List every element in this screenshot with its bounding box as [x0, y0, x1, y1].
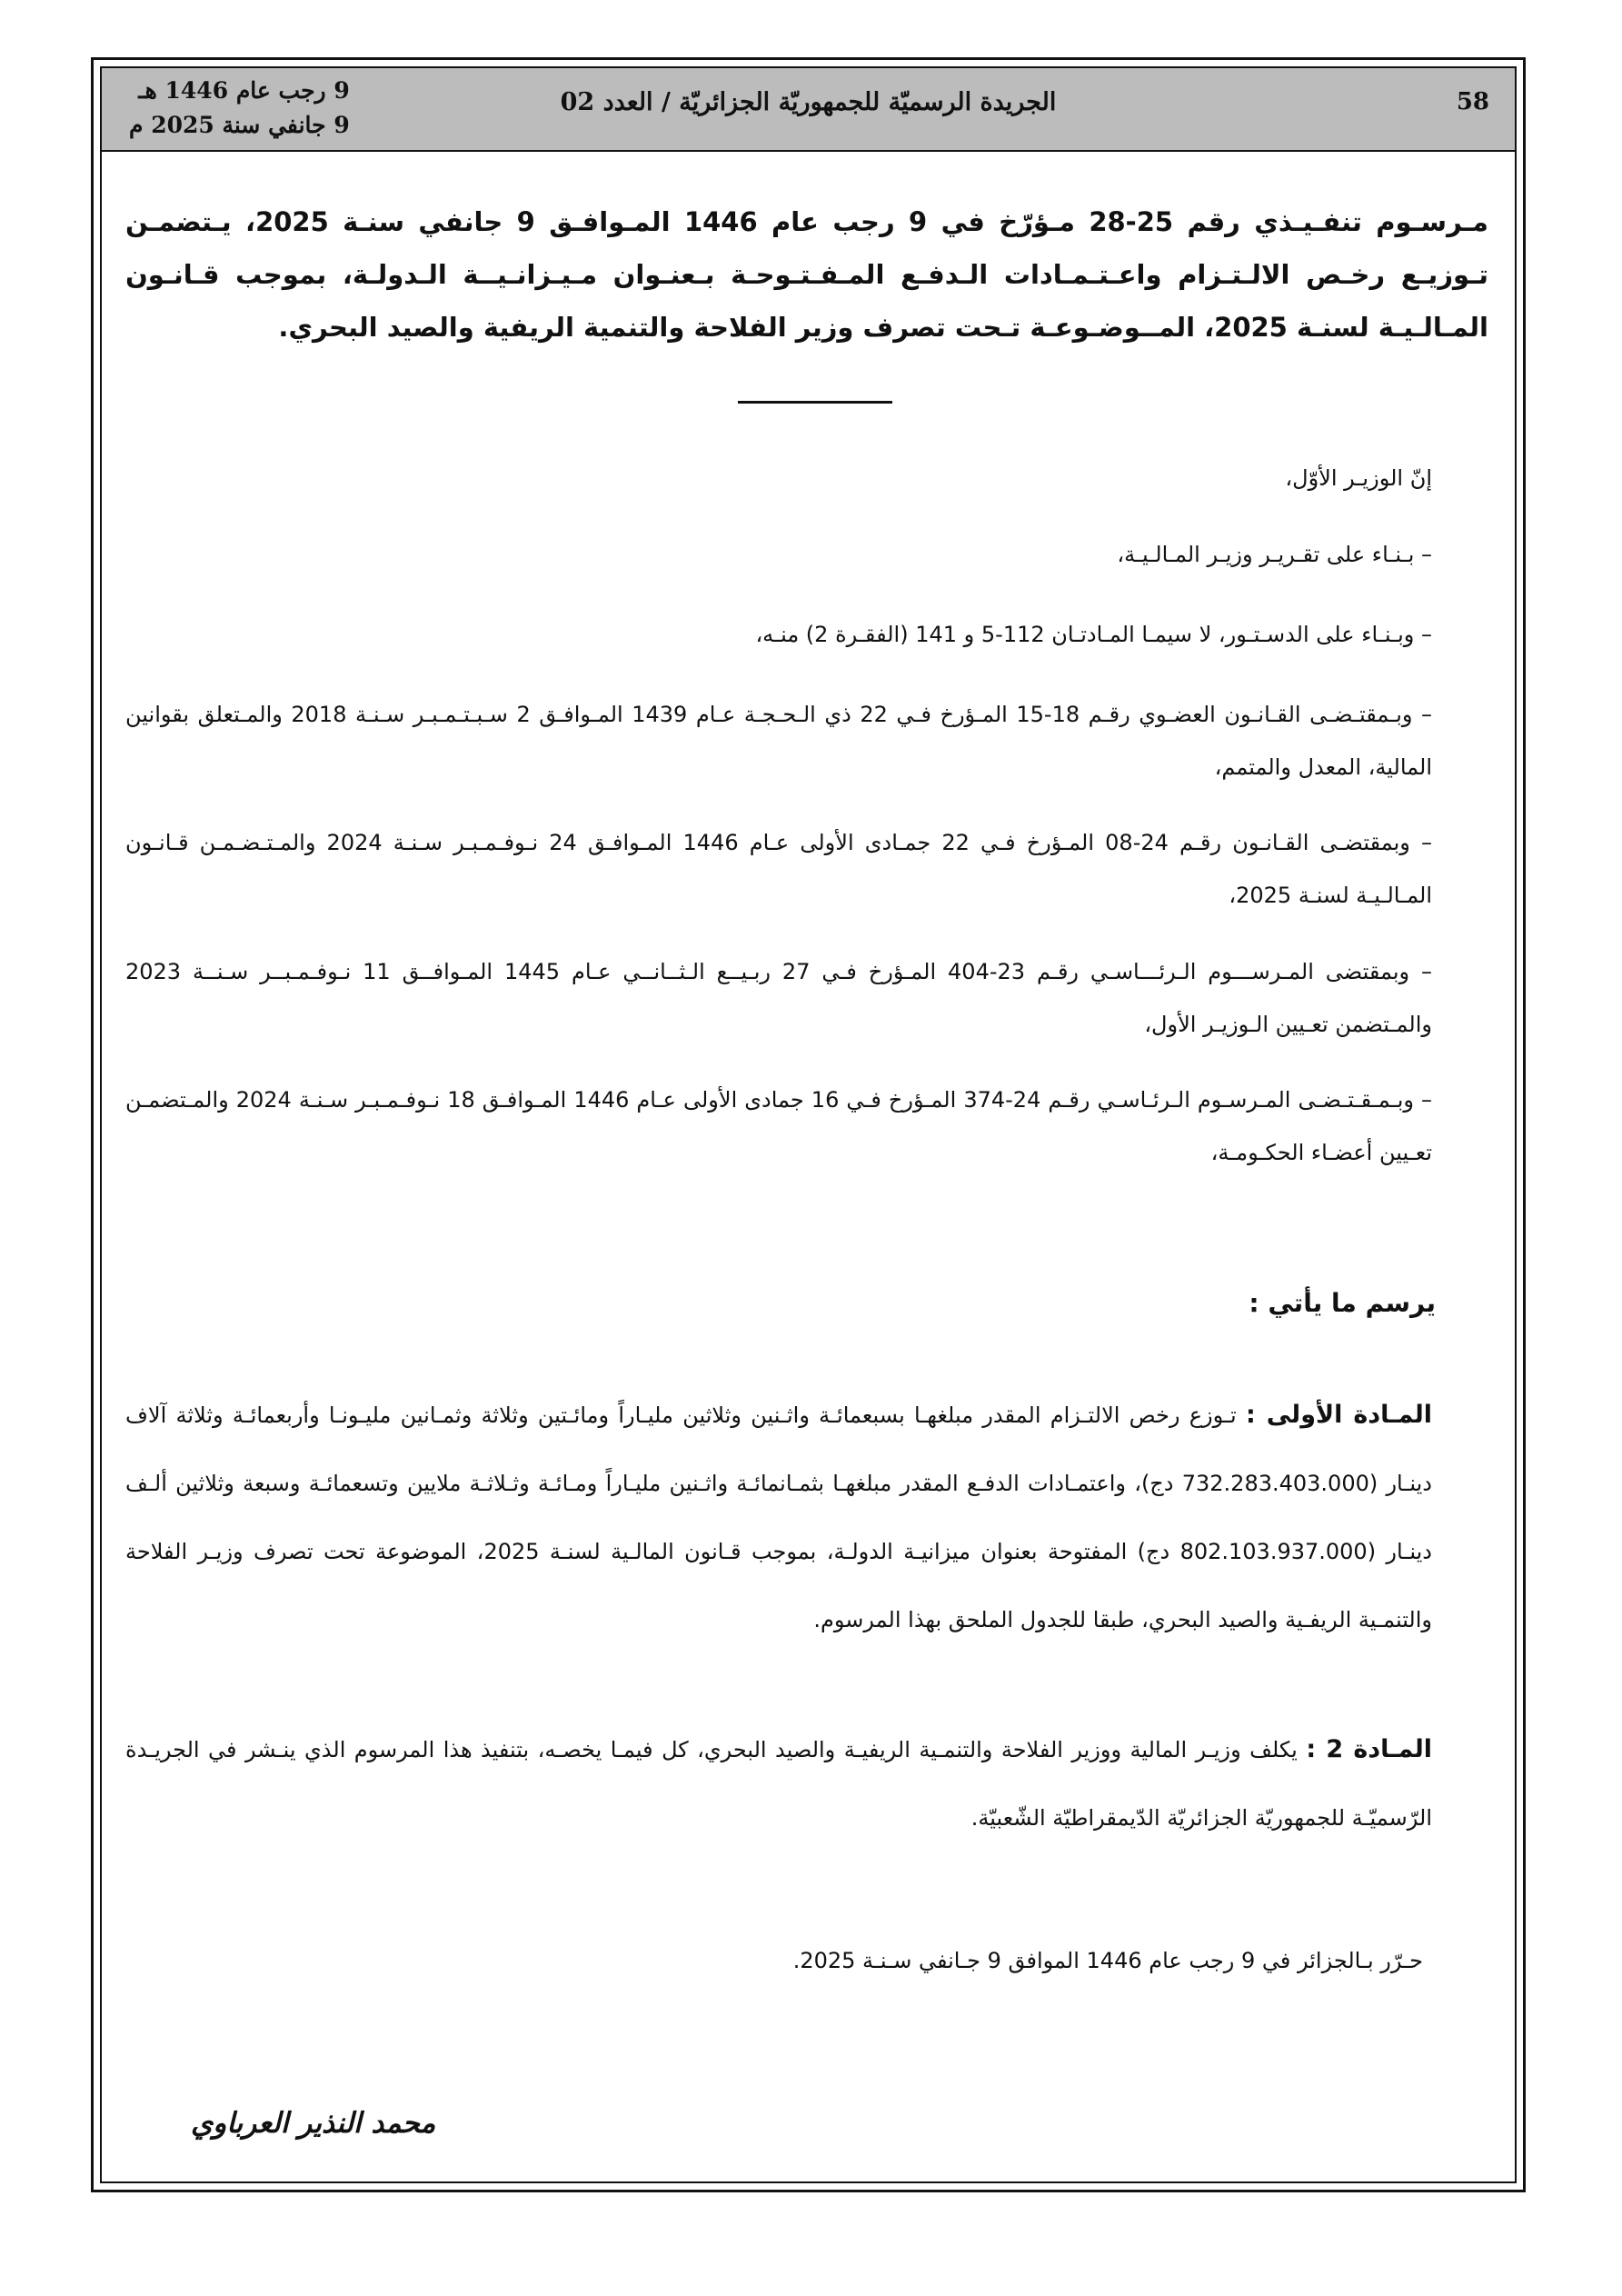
preamble-item: – وبمقتضى المـرســـوم الـرئـــاسـي رقـم 23-404 المـؤرخ فـي 27 ربـيــع الـثــانــي عـام 1445 المـوافــق 11 نـوفـمـبــر سـنــة 2023 والمـتضمن تعـيين الـوزيـر الأول،	[125, 959, 1433, 1037]
article-1-label: المـادة الأولى :	[1245, 1401, 1432, 1429]
preamble-opening: إنّ الوزيـر الأوّل،	[1285, 465, 1432, 491]
decrees-heading: يرسم ما يأتي :	[1249, 1288, 1436, 1318]
preamble-item: – وبـنـاء على الدسـتـور، لا سيمـا المـادتـان 112-5 و 141 (الفقـرة 2) منـه،	[755, 622, 1432, 647]
article-1	[125, 1381, 1432, 1654]
title-divider	[738, 401, 892, 404]
closing-statement: حـرّر بـالجزائر في 9 رجب عام 1446 الموافق 9 جـانفي سـنـة 2025.	[792, 1948, 1423, 1973]
page-header	[102, 68, 1515, 152]
issue-date	[129, 74, 350, 143]
issue-date-hijri: 9 رجب عام 1446 هـ	[138, 77, 350, 104]
gazette-title: الجريدة الرسميّة للجمهوريّة الجزائريّة / العدد 02	[560, 88, 1057, 116]
article-2-label: المـادة 2 :	[1306, 1735, 1433, 1763]
signature: محمد النذير العرباوي	[191, 2107, 436, 2140]
preamble-item: – بـنـاء على تقـريـر وزيـر المـالـيـة،	[1117, 542, 1432, 567]
article-2-text: يكلف وزيـر المالية ووزير الفلاحة والتنمـية الريفيـة والصيد البحري، كل فيمـا يخصـه، بتنفيذ هذا المرسوم الذي ينـشر في الجريـدة الرّسميّـة للجمهوريّة الجزائريّة الدّيمقراطيّة الشّعبيّة.	[125, 1737, 1432, 1831]
article-1-text: تـوزع رخص الالتـزام المقدر مبلغهـا بسبعمائـة واثـنين وثلاثين مليـاراً ومائـتين وثلاثة وثمـانين مليـونـا وأربعمائـة وثلاثة آلاف دينـار (732.283.403.000 دج)، واعتمـادات الدفـع المقدر مبلغهـا بثمـانمائـة واثـنين مليـاراً ومـائـة وثـلاثـة ملايين وتسعمائـة وسبعة وثلاثين ألـف دينـار (802.103.937.000 دج) المفتوحة بعنوان ميزانيـة الدولـة، بموجب قـانون المالـية لسنـة 2025، الموضوعة تحت تصرف وزيـر الفلاحة والتنمـية الريفـية والصيد البحري، طبقا للجدول الملحق بهذا المرسوم.	[125, 1403, 1432, 1632]
preamble-item: – وبـمقتـضـى القـانـون العضـوي رقـم 18-15 المـؤرخ فـي 22 ذي الـحـجـة عـام 1439 المـوافـق 2 سـبـتـمـبـر سـنـة 2018 والمـتعلق بقوانين المالية، المعدل والمتمم،	[125, 702, 1433, 780]
page-number: 58	[1456, 88, 1489, 115]
preamble-item: – وبمقتضـى القـانـون رقـم 24-08 المـؤرخ فـي 22 جمـادى الأولى عـام 1446 المـوافـق 24 نـوفـمـبـر سـنـة 2024 والمـتـضـمـن قـانـون المـالـيـة لسنـة 2025،	[125, 830, 1432, 908]
preamble-item: – وبـمـقـتـضـى المـرسـوم الـرئـاسـي رقـم 24-374 المـؤرخ فـي 16 جمادى الأولى عـام 1446 المـوافـق 18 نـوفـمـبـر سـنـة 2024 والمـتضمـن تعـيين أعضـاء الحكـومـة،	[125, 1087, 1433, 1165]
decree-title: مـرسـوم تنفـيـذي رقم 25-28 مـؤرّخ في 9 رجب عام 1446 المـوافـق 9 جانفي سنـة 2025، يـتضمـن تـوزيـع رخـص الالـتـزام واعـتـمـادات الـدفـع المـفـتـوحـة بـعنـوان مـيـزانـيــة الـدولـة، بموجب قـانـون المـالـيـة لسنـة 2025، المــوضـوعـة تـحت تصرف وزير الفلاحة والتنمية الريفية والصيد البحري.	[125, 206, 1488, 343]
issue-date-gregorian: 9 جانفي سنة 2025 م	[129, 112, 350, 138]
article-2	[125, 1715, 1432, 1852]
